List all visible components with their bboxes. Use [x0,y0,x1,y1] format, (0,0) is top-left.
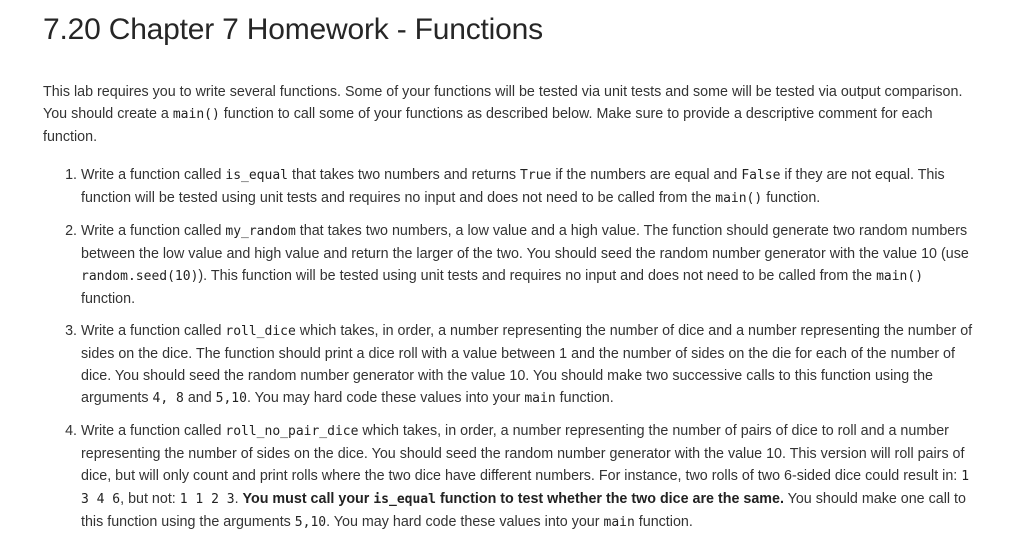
inline-code: main [603,515,635,530]
inline-code: True [520,168,552,183]
item-text: , but not: [120,491,180,507]
inline-code: is_equal [373,492,436,507]
page-title: 7.20 Chapter 7 Homework - Functions [43,13,543,46]
list-item-my-random [81,220,973,310]
item-text: Write a function called [81,223,226,239]
inline-code: main() [876,269,924,284]
item-text: and [183,390,216,406]
intro-text: function to call some of your functions as described below. Make sure to provide a descriptive comment for each function. [43,106,933,145]
inline-code: 5,10 [215,391,247,406]
inline-code: main [524,391,556,406]
inline-code: main() [172,107,220,122]
inline-code: is_equal [225,168,288,183]
requirements-list [43,164,984,534]
bold-requirement [243,491,784,507]
item-text: function. [81,291,136,307]
item-text: function. [634,514,693,530]
item-text: that takes two numbers, a low value and a high value. The function should generate two random numbers between the low value and high value and return the larger of the two. You should seed the random number generator with the value 10 (use [81,223,969,262]
list-item-is-equal [81,164,973,210]
bold-text: You must call your [242,491,374,507]
intro-text: This lab requires you to write several functions. Some of your functions will be tested via unit tests and some will be tested via output comparison. You should create a [43,84,963,122]
bold-text: function to test whether the two dice are the same. [435,491,784,507]
item-text: . [234,491,243,507]
item-text: . You may hard code these values into your [326,514,604,530]
inline-code: 4, 8 [152,391,184,406]
item-text: which takes, in order, a number representing the number of dice and a number representing the number of sides on the dice. The function should print a dice roll with a value between 1 and the number of sides on the die for each of the number of dice. You should seed the random number generator with the value 10. You should make two successive calls to this function using the arguments [81,323,973,406]
item-text: which takes, in order, a number representing the number of pairs of dice to roll and a number representing the number of sides on the dice. You should seed the random number generator with the value 10. This version will roll pairs of dice, but will only count and print rolls where the two dice have different numbers. For instance, two rolls of two 6-sided dice could result in: [81,423,965,484]
item-text: if they are not equal. This function will be tested using unit tests and requires no input and does not need to be called from the [81,167,945,206]
inline-code: roll_no_pair_dice [225,424,359,439]
inline-code: my_random [225,224,296,239]
item-text: ). This function will be tested using unit tests and requires no input and does not need to be called from the [198,268,877,284]
inline-code: 1 3 4 6 [81,469,970,507]
list-item-roll-no-pair-dice [81,420,973,534]
intro-paragraph [43,81,978,148]
list-item-roll-dice [81,320,973,410]
item-text: Write a function called [81,423,226,439]
inline-code: main() [715,191,763,206]
item-text: Write a function called [81,167,226,183]
item-text: function. [555,390,614,406]
inline-code: 1 1 2 3 [179,492,235,507]
inline-code: random.seed(10) [81,269,199,284]
inline-code: 5,10 [294,515,327,530]
inline-code: False [741,168,781,183]
item-text: You should make one call to this function using the arguments [81,491,966,530]
item-text: that takes two numbers and returns [288,167,521,183]
item-text: if the numbers are equal and [551,167,742,183]
item-text: Write a function called [81,323,226,339]
item-text: . You may hard code these values into your [246,390,525,406]
inline-code: roll_dice [225,324,296,339]
item-text: function. [762,190,821,206]
